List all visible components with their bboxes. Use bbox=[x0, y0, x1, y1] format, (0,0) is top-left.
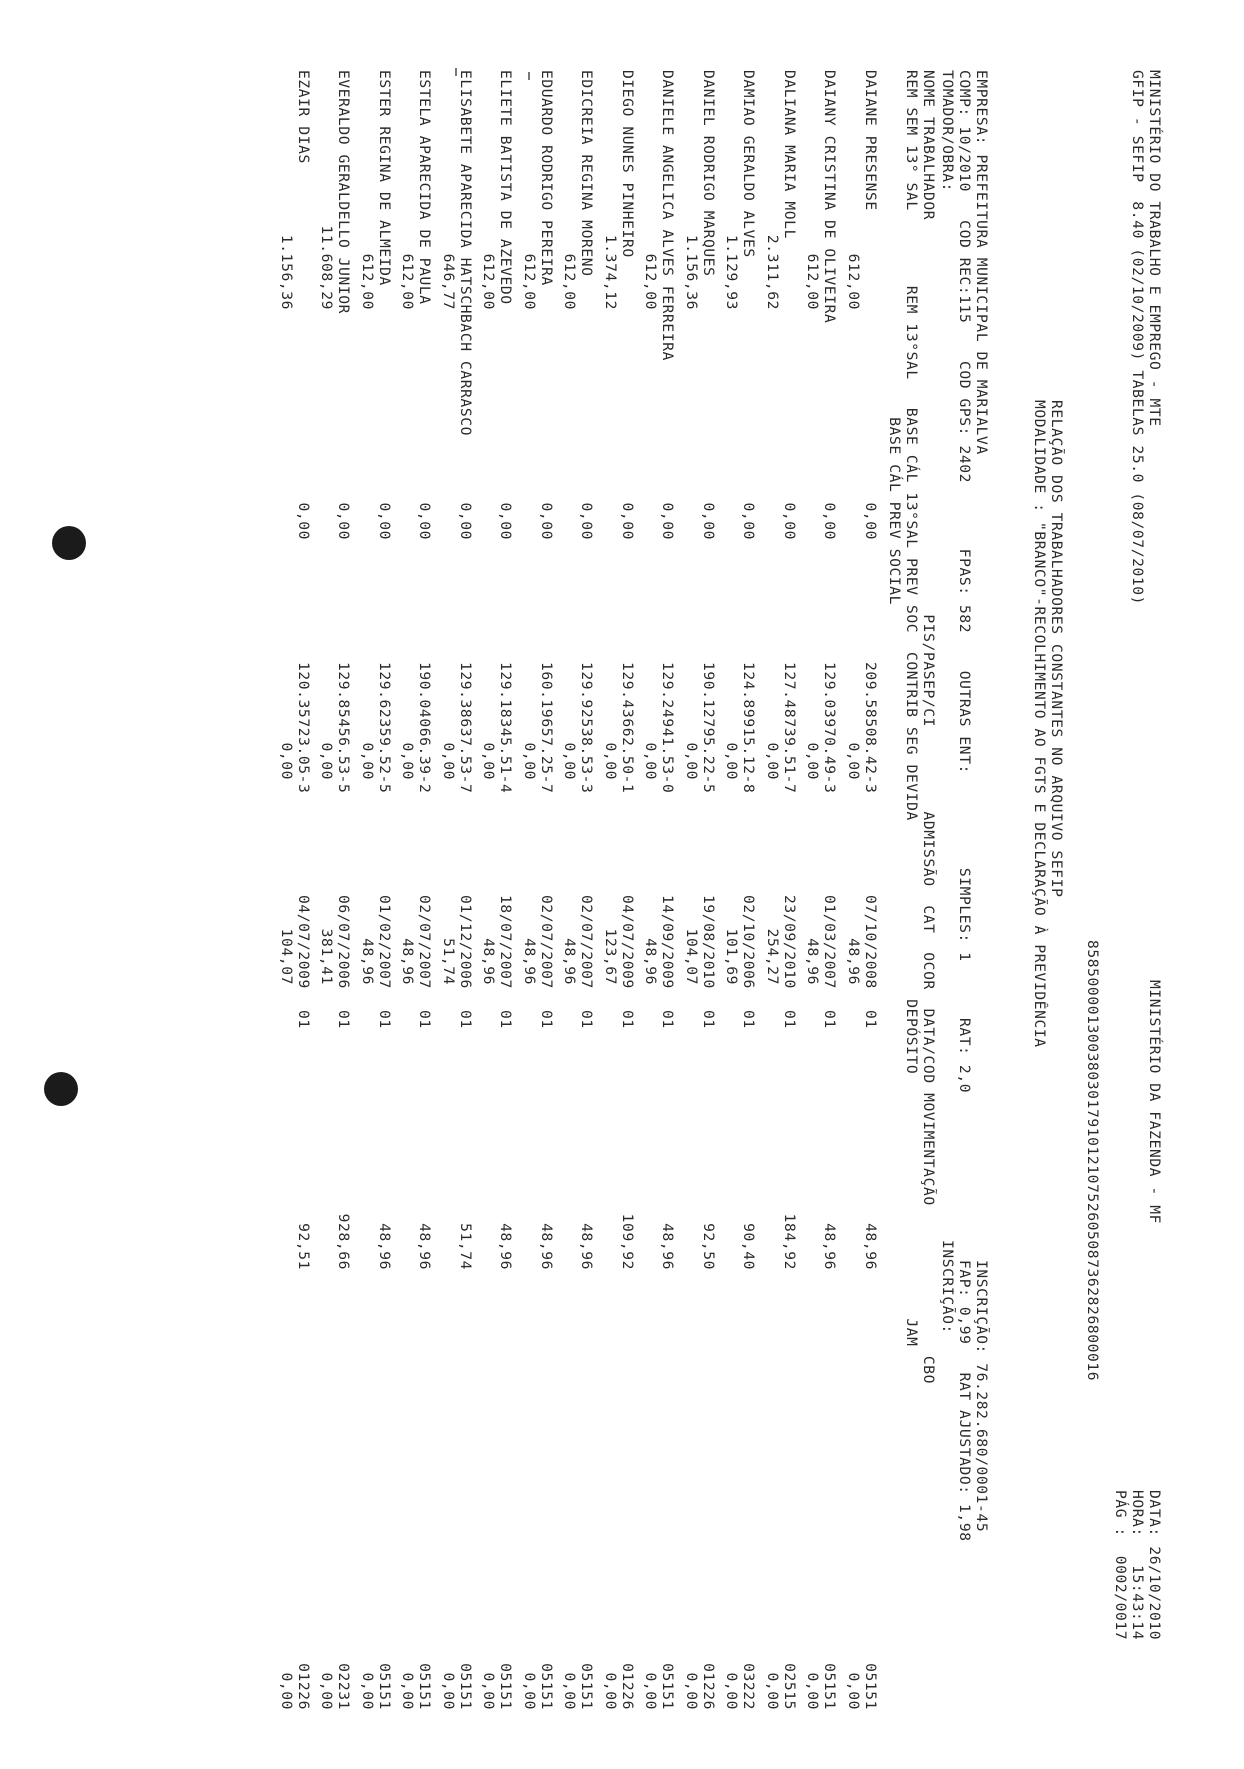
cbo-code: 05151 bbox=[578, 1663, 596, 1710]
pis-pasep: 129.24941.53-0 bbox=[659, 662, 677, 794]
rem-sem-13: 1.129,93 bbox=[723, 234, 741, 310]
company-name: EMPRESA: PREFEITURA MUNICIPAL DE MARIALVA bbox=[973, 70, 990, 455]
cbo-code: 05151 bbox=[538, 1663, 555, 1710]
worker-name: EDUARDO RODRIGO PEREIRA bbox=[538, 70, 555, 286]
jam-value: 0,00 bbox=[521, 1672, 538, 1710]
jam-value: 0,00 bbox=[602, 1672, 619, 1710]
admission-date: 04/07/2009 bbox=[295, 895, 312, 989]
category: 01 bbox=[781, 1010, 798, 1029]
rem-13-sal: 0,00 bbox=[740, 502, 758, 540]
deposito-value: 928,66 bbox=[335, 1213, 353, 1270]
base-13-prev-soc: 0,00 bbox=[521, 742, 538, 780]
contrib-seg-devida: 104,07 bbox=[683, 928, 700, 985]
admission-date: 02/07/2007 bbox=[416, 895, 434, 989]
deposito-value: 48,96 bbox=[659, 1223, 677, 1270]
page-number: PÁG : 0002/0017 bbox=[1112, 1490, 1129, 1641]
contrib-seg-devida: 123,67 bbox=[602, 928, 619, 985]
admission-date: 19/08/2010 bbox=[700, 895, 717, 989]
report-modality: MODALIDADE : "BRANCO"-RECOLHIMENTO AO FGTS E DECLARAÇÃO À PREVIDÊNCIA bbox=[1031, 400, 1048, 1048]
cbo-code: 05151 bbox=[416, 1663, 434, 1710]
base-13-prev-soc: 0,00 bbox=[804, 742, 822, 780]
pis-pasep: 209.58508.42-3 bbox=[862, 662, 879, 794]
jam-value: 0,00 bbox=[642, 1672, 660, 1710]
category: 01 bbox=[700, 1010, 717, 1029]
rem-sem-13: 612,00 bbox=[561, 253, 579, 310]
contrib-seg-devida: 48,96 bbox=[561, 938, 579, 985]
jam-value: 0,00 bbox=[440, 1672, 457, 1710]
worker-name: DALIANA MARIA MOLL bbox=[781, 70, 798, 239]
base-13-prev-soc: 0,00 bbox=[318, 742, 336, 780]
deposito-value: 48,96 bbox=[376, 1223, 393, 1270]
cbo-code: 05151 bbox=[497, 1663, 515, 1710]
jam-value: 0,00 bbox=[480, 1672, 498, 1710]
jam-value: 0,00 bbox=[561, 1672, 579, 1710]
rem-sem-13: 612,00 bbox=[521, 253, 538, 310]
deposito-value: 48,96 bbox=[821, 1223, 839, 1270]
category: 01 bbox=[457, 1010, 474, 1029]
worker-name: ELIETE BATISTA DE AZEVEDO bbox=[497, 70, 515, 305]
rem-sem-13: 2.311,62 bbox=[764, 234, 781, 310]
base-13-prev-soc: 0,00 bbox=[561, 742, 579, 780]
worker-name: ESTER REGINA DE ALMEIDA bbox=[376, 70, 393, 286]
admission-date: 23/09/2010 bbox=[781, 895, 798, 989]
company-comp-line: COMP: 10/2010 COD REC:115 COD GPS: 2402 FPAS: 582 OUTRAS ENT: SIMPLES: 1 RAT: 2,0 bbox=[956, 70, 973, 1094]
rem-13-sal: 0,00 bbox=[457, 502, 474, 540]
contrib-seg-devida: 48,96 bbox=[804, 938, 822, 985]
base-13-prev-soc: 0,00 bbox=[480, 742, 498, 780]
pis-pasep: 160.19657.25-7 bbox=[538, 662, 555, 794]
pis-pasep: 129.03970.49-3 bbox=[821, 662, 839, 794]
rem-13-sal: 0,00 bbox=[659, 502, 677, 540]
rem-sem-13: 612,00 bbox=[804, 253, 822, 310]
pis-pasep: 127.48739.51-7 bbox=[781, 662, 798, 794]
barcode-number: 85850000130038030179101210752605087362826800016 bbox=[1084, 940, 1101, 1382]
deposito-value: 48,96 bbox=[497, 1223, 515, 1270]
admission-date: 01/03/2007 bbox=[821, 895, 839, 989]
category: 01 bbox=[497, 1010, 515, 1029]
cbo-code: 05151 bbox=[457, 1663, 474, 1710]
gfip-version: GFIP - SEFIP 8.40 (02/10/2009) TABELAS 25.0 (08/07/2010) bbox=[1129, 70, 1146, 606]
base-13-prev-soc: 0,00 bbox=[602, 742, 619, 780]
contrib-seg-devida: 48,96 bbox=[845, 938, 862, 985]
contrib-seg-devida: 48,96 bbox=[399, 938, 417, 985]
report-time: HORA: 15:43:14 bbox=[1129, 1490, 1146, 1641]
admission-date: 04/07/2009 bbox=[619, 895, 636, 989]
admission-date: 18/07/2007 bbox=[497, 895, 515, 989]
admission-date: 06/07/2006 bbox=[335, 895, 353, 989]
rem-sem-13: 612,00 bbox=[480, 253, 498, 310]
deposito-value: 92,50 bbox=[700, 1223, 717, 1270]
category: 01 bbox=[416, 1010, 434, 1029]
pis-pasep: 124.89915.12-8 bbox=[740, 662, 758, 794]
pis-pasep: 129.38637.53-7 bbox=[457, 662, 474, 794]
company-fap: FAP: 0,99 RAT AJUSTADO: 1,98 bbox=[956, 1260, 973, 1542]
rem-13-sal: 0,00 bbox=[781, 502, 798, 540]
rem-13-sal: 0,00 bbox=[578, 502, 596, 540]
cbo-code: 01226 bbox=[619, 1663, 636, 1710]
deposito-value: 48,96 bbox=[862, 1223, 879, 1270]
column-header-3: BASE CÁL PREV SOCIAL bbox=[886, 70, 903, 606]
contrib-seg-devida: 48,96 bbox=[480, 938, 498, 985]
pis-pasep: 190.04066.39-2 bbox=[416, 662, 434, 794]
rem-13-sal: 0,00 bbox=[538, 502, 555, 540]
deposito-value: 48,96 bbox=[538, 1223, 555, 1270]
jam-value: 0,00 bbox=[683, 1672, 700, 1710]
contrib-seg-devida: 48,96 bbox=[642, 938, 660, 985]
rem-13-sal: 0,00 bbox=[821, 502, 839, 540]
category: 01 bbox=[295, 1010, 312, 1029]
category: 01 bbox=[740, 1010, 758, 1029]
category: 01 bbox=[862, 1010, 879, 1029]
contrib-seg-devida: 48,96 bbox=[359, 938, 376, 985]
worker-name: ESTELA APARECIDA DE PAULA bbox=[416, 70, 434, 305]
base-13-prev-soc: 0,00 bbox=[642, 742, 660, 780]
rotated-report bbox=[102, 70, 1162, 1720]
jam-value: 0,00 bbox=[318, 1672, 336, 1710]
rem-sem-13: 612,00 bbox=[359, 253, 376, 310]
ministry-mte: MINISTÉRIO DO TRABALHO E EMPREGO - MTE bbox=[1146, 70, 1163, 427]
base-13-prev-soc: 0,00 bbox=[399, 742, 417, 780]
worker-name: DAIANE PRESENSE bbox=[862, 70, 879, 211]
base-13-prev-soc: 0,00 bbox=[845, 742, 862, 780]
worker-name: DAIANY CRISTINA DE OLIVEIRA bbox=[821, 70, 839, 324]
contrib-seg-devida: 104,07 bbox=[278, 928, 295, 985]
admission-date: 01/02/2007 bbox=[376, 895, 393, 989]
cbo-code: 02231 bbox=[335, 1663, 353, 1710]
contrib-seg-devida: 51,74 bbox=[440, 938, 457, 985]
pis-pasep: 129.18345.51-4 bbox=[497, 662, 515, 794]
category: 01 bbox=[659, 1010, 677, 1029]
rem-13-sal: 0,00 bbox=[376, 502, 393, 540]
cbo-code: 03222 bbox=[740, 1663, 758, 1710]
rem-13-sal: 0,00 bbox=[700, 502, 717, 540]
rem-13-sal: 0,00 bbox=[416, 502, 434, 540]
cbo-code: 01226 bbox=[700, 1663, 717, 1710]
column-header-2: REM SEM 13° SAL REM 13°SAL BASE CÁL 13°SAL PREV SOC CONTRIB SEG DEVIDA DEPÓSITO JAM bbox=[903, 70, 920, 1347]
base-13-prev-soc: 0,00 bbox=[683, 742, 700, 780]
deposito-value: 92,51 bbox=[295, 1223, 312, 1270]
worker-name: DAMIAO GERALDO ALVES bbox=[740, 70, 758, 258]
rem-sem-13: 1.156,36 bbox=[683, 234, 700, 310]
pis-pasep: 129.43662.50-1 bbox=[619, 662, 636, 794]
worker-name: ELISABETE APARECIDA HATSCHBACH CARRASCO bbox=[457, 70, 474, 437]
admission-date: 02/07/2007 bbox=[538, 895, 555, 989]
jam-value: 0,00 bbox=[278, 1672, 295, 1710]
cbo-code: 05151 bbox=[659, 1663, 677, 1710]
jam-value: 0,00 bbox=[399, 1672, 417, 1710]
rem-13-sal: 0,00 bbox=[335, 502, 353, 540]
rem-sem-13: 612,00 bbox=[399, 253, 417, 310]
deposito-value: 184,92 bbox=[781, 1213, 798, 1270]
admission-date: 02/07/2007 bbox=[578, 895, 596, 989]
cbo-code: 05151 bbox=[376, 1663, 393, 1710]
punch-hole-bottom bbox=[44, 1072, 78, 1106]
cbo-code: 05151 bbox=[821, 1663, 839, 1710]
rem-sem-13: 646,77 bbox=[440, 253, 457, 310]
base-13-prev-soc: 0,00 bbox=[764, 742, 781, 780]
rem-sem-13: 612,00 bbox=[642, 253, 660, 310]
column-header-1: NOME TRABALHADOR PIS/PASEP/CI ADMISSÃO CAT OCOR DATA/COD MOVIMENTAÇÃO CBO bbox=[920, 70, 937, 1385]
worker-name: EVERALDO GERALDELLO JUNIOR bbox=[335, 70, 353, 315]
jam-value: 0,00 bbox=[723, 1672, 741, 1710]
admission-date: 14/09/2009 bbox=[659, 895, 677, 989]
pis-pasep: 129.85456.53-5 bbox=[335, 662, 353, 794]
category: 01 bbox=[821, 1010, 839, 1029]
base-13-prev-soc: 0,00 bbox=[359, 742, 376, 780]
worker-name: DANIEL RODRIGO MARQUES bbox=[700, 70, 717, 277]
category: 01 bbox=[538, 1010, 555, 1029]
company-inscricao: INSCRIÇÃO: 76.282.680/0001-45 bbox=[973, 1260, 990, 1533]
category: 01 bbox=[578, 1010, 596, 1029]
worker-name: DIEGO NUNES PINHEIRO bbox=[619, 70, 636, 258]
rem-sem-13: 1.156,36 bbox=[278, 234, 295, 310]
rem-sem-13: 11.608,29 bbox=[318, 225, 336, 310]
jam-value: 0,00 bbox=[359, 1672, 376, 1710]
contrib-seg-devida: 381,41 bbox=[318, 928, 336, 985]
rem-13-sal: 0,00 bbox=[295, 502, 312, 540]
rem-13-sal: 0,00 bbox=[497, 502, 515, 540]
cbo-code: 05151 bbox=[862, 1663, 879, 1710]
deposito-value: 48,96 bbox=[416, 1223, 434, 1270]
pis-pasep: 129.62359.52-5 bbox=[376, 662, 393, 794]
rem-sem-13: 612,00 bbox=[845, 253, 862, 310]
contrib-seg-devida: 101,69 bbox=[723, 928, 741, 985]
report-title: RELAÇÃO DOS TRABALHADORES CONSTANTES NO ARQUIVO SEFIP bbox=[1048, 400, 1065, 898]
admission-date: 02/10/2006 bbox=[740, 895, 758, 989]
jam-value: 0,00 bbox=[764, 1672, 781, 1710]
ministry-mf: MINISTÉRIO DA FAZENDA - MF bbox=[1146, 980, 1163, 1225]
rem-13-sal: 0,00 bbox=[862, 502, 879, 540]
tomador-inscricao: INSCRIÇÃO: bbox=[939, 1240, 956, 1334]
jam-value: 0,00 bbox=[804, 1672, 822, 1710]
admission-date: 07/10/2008 bbox=[862, 895, 879, 989]
category: 01 bbox=[619, 1010, 636, 1029]
category: 01 bbox=[335, 1010, 353, 1029]
pis-pasep: 190.12795.22-5 bbox=[700, 662, 717, 794]
base-13-prev-soc: 0,00 bbox=[440, 742, 457, 780]
cbo-code: 01226 bbox=[295, 1663, 312, 1710]
pis-pasep: 129.92538.53-3 bbox=[578, 662, 596, 794]
contrib-seg-devida: 254,27 bbox=[764, 928, 781, 985]
rem-13-sal: 0,00 bbox=[619, 502, 636, 540]
pis-pasep: 120.35723.05-3 bbox=[295, 662, 312, 794]
punch-hole-top bbox=[52, 526, 86, 560]
report-date: DATA: 26/10/2010 bbox=[1146, 1490, 1163, 1641]
rem-sem-13: 1.374,12 bbox=[602, 234, 619, 310]
deposito-value: 90,40 bbox=[740, 1223, 758, 1270]
deposito-value: 51,74 bbox=[457, 1223, 474, 1270]
deposito-value: 48,96 bbox=[578, 1223, 596, 1270]
cbo-code: 02515 bbox=[781, 1663, 798, 1710]
deposito-value: 109,92 bbox=[619, 1213, 636, 1270]
jam-value: 0,00 bbox=[845, 1672, 862, 1710]
base-13-prev-soc: 0,00 bbox=[723, 742, 741, 780]
contrib-seg-devida: 48,96 bbox=[521, 938, 538, 985]
admission-date: 01/12/2006 bbox=[457, 895, 474, 989]
tomador-obra: TOMADOR/OBRA: bbox=[939, 70, 956, 193]
worker-name: EZAIR DIAS bbox=[295, 70, 312, 164]
base-13-prev-soc: 0,00 bbox=[278, 742, 295, 780]
worker-name: DANIELE ANGELICA ALVES FERREIRA bbox=[659, 70, 677, 361]
category: 01 bbox=[376, 1010, 393, 1029]
worker-name: EDICREIA REGINA MORENO bbox=[578, 70, 596, 277]
